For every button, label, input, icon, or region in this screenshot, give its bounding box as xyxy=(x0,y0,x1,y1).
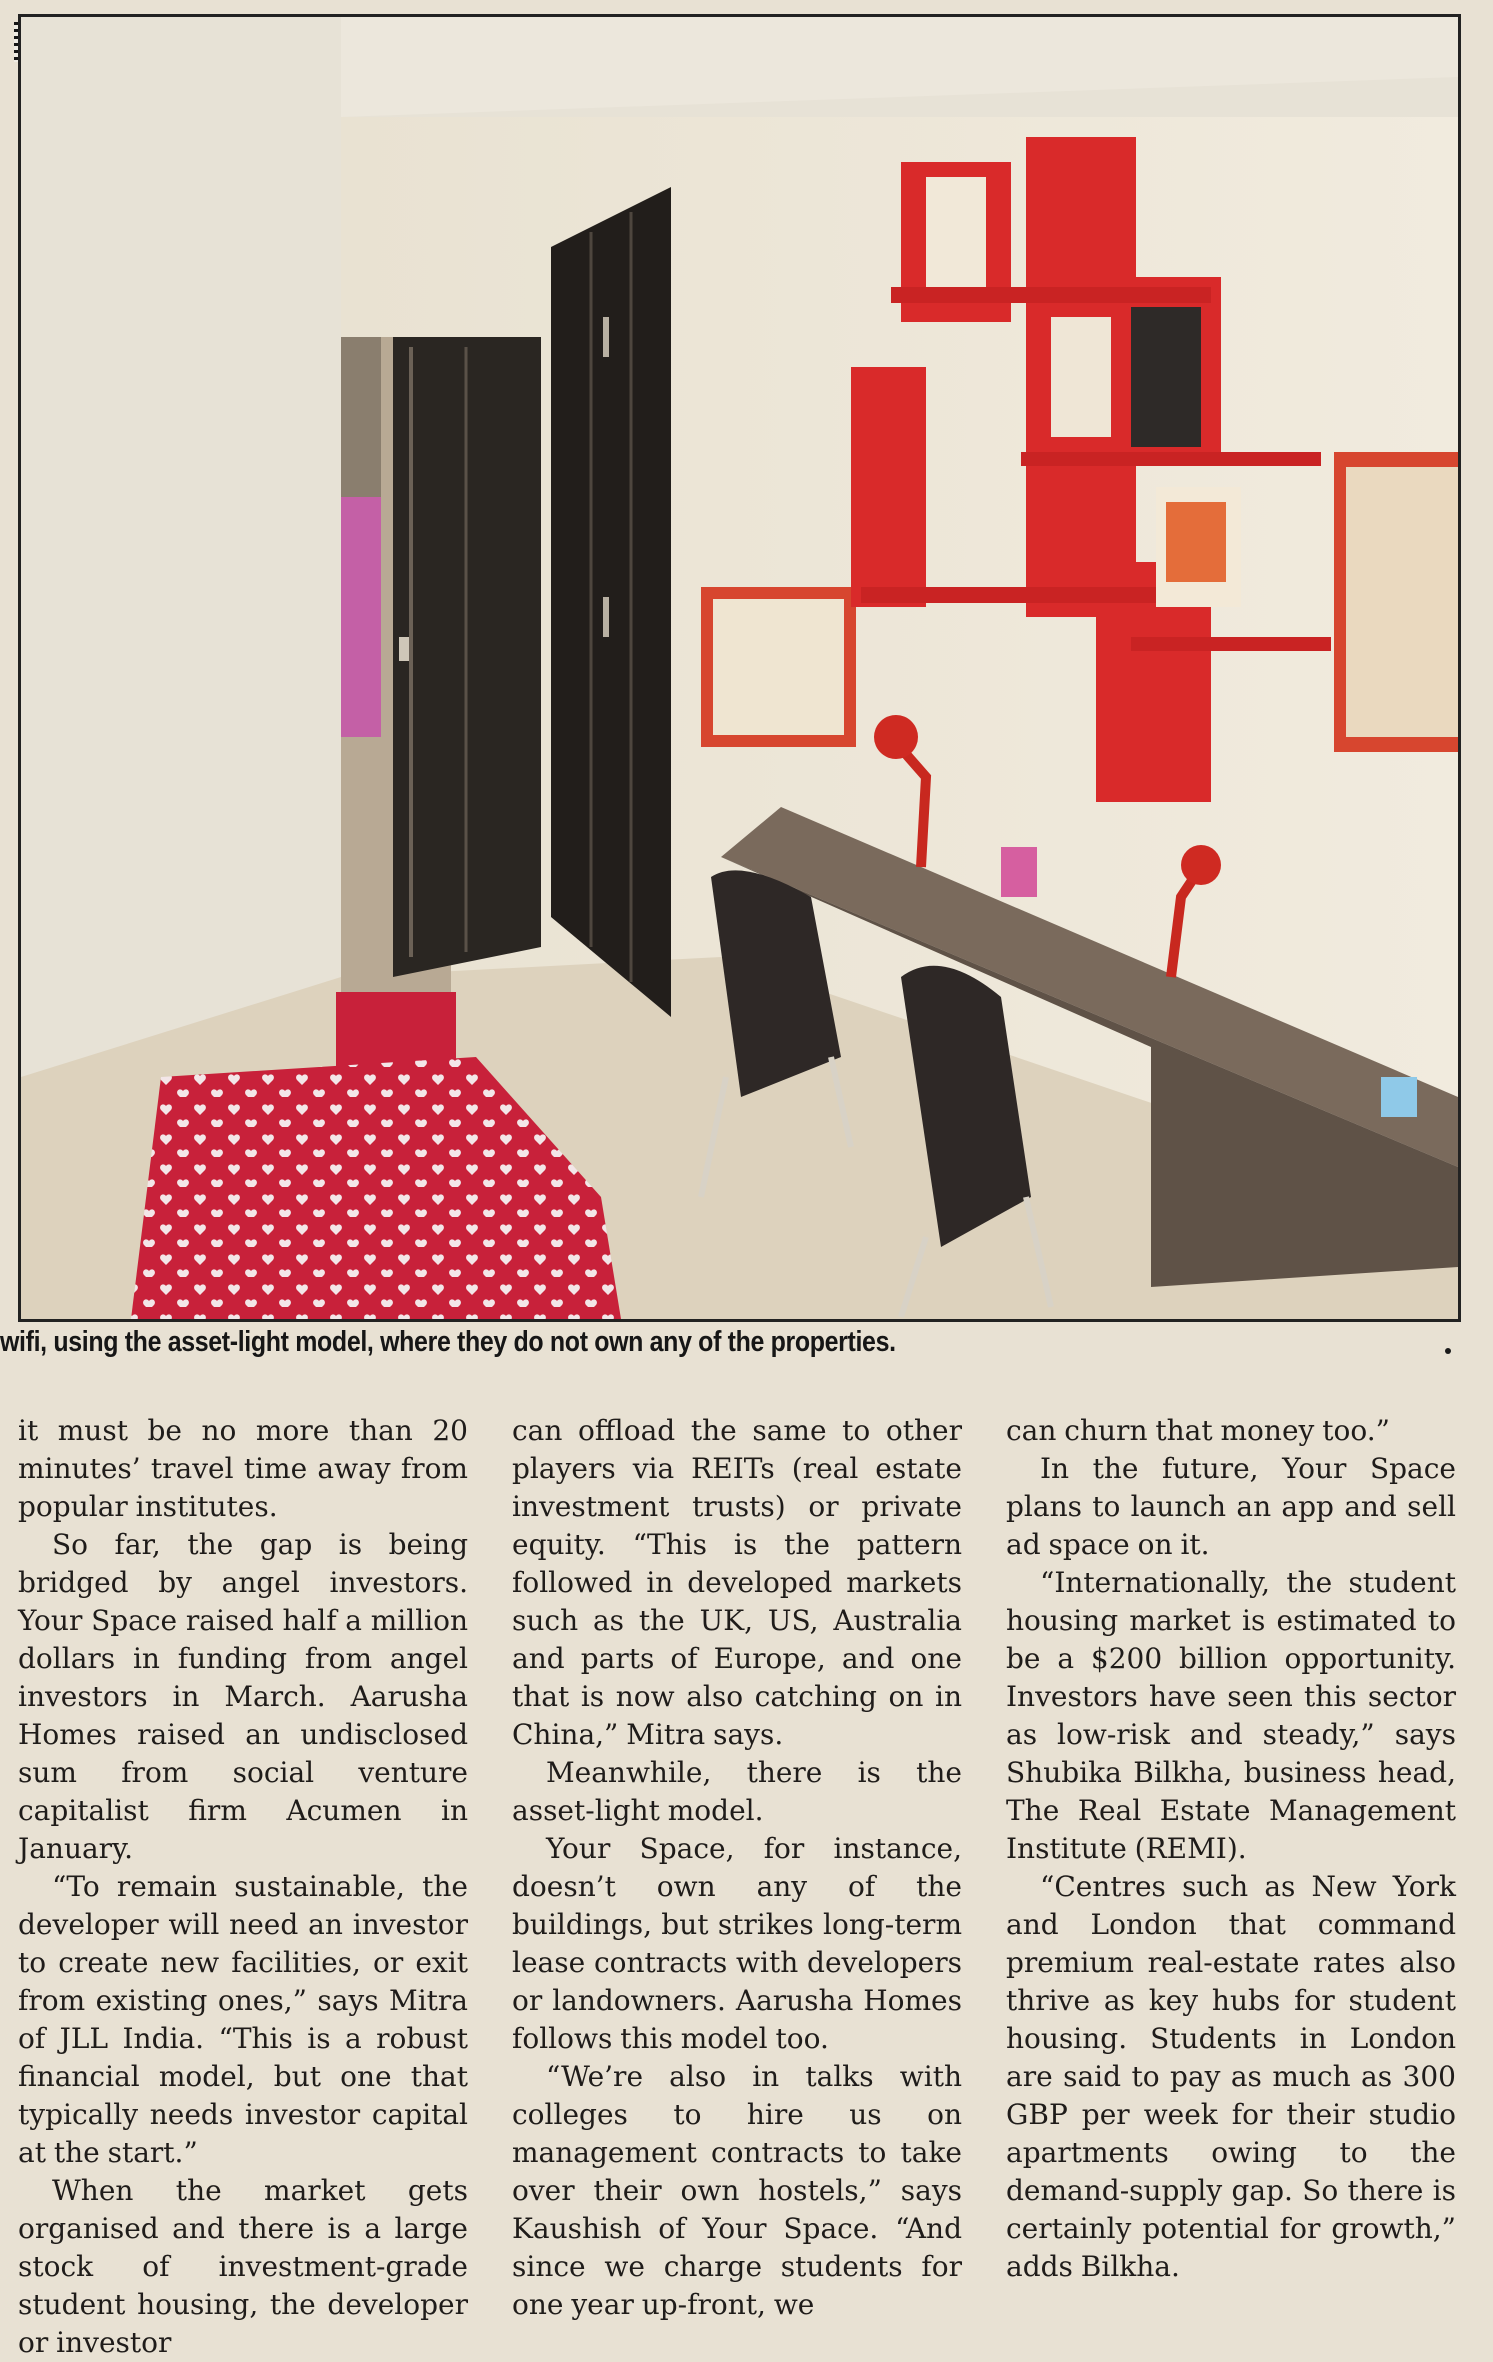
article-column-3 xyxy=(1006,1412,1456,2286)
paragraph: When the market gets organised and there is a large stock of investment-grade student housing, the developer or investor xyxy=(18,2174,468,2359)
article-column-1 xyxy=(18,1412,468,2362)
paragraph: can churn that money too.” xyxy=(1006,1414,1390,1447)
paragraph: “Centres such as New York and London that command premium real-estate rates also thrive as key hubs for student housing. Students in London are said to pay as much as 300 GBP per week for their studio apartments owing to the demand-supply gap. So there is certainly potential for growth,” adds Bilkha. xyxy=(1006,1870,1456,2283)
photo-caption: wifi, using the asset-light model, where they do not own any of the properties. xyxy=(0,1326,896,1358)
paragraph: it must be no more than 20 minutes’ travel time away from popular institutes. xyxy=(18,1414,468,1523)
paragraph: Your Space, for instance, doesn’t own any of the buildings, but strikes long-term lease contracts with developers or landowners. Aarusha Homes follows this model too. xyxy=(512,1832,962,2055)
paragraph: “We’re also in talks with colleges to hire us on management contracts to take over their own hostels,” says Kaushish of Your Space. “And since we charge students for one year up-front, we xyxy=(512,2060,962,2321)
room-photo xyxy=(18,14,1461,1322)
paragraph: So far, the gap is being bridged by angel investors. Your Space raised half a million dollars in funding from angel investors in March. Aarusha Homes raised an undisclosed sum from social venture capitalist firm Acumen in January. xyxy=(18,1528,468,1865)
paragraph: can offload the same to other players via REITs (real estate investment trusts) or private equity. “This is the pattern followed in developed markets such as the UK, US, Australia and parts of Europe, and one that is now also catching on in China,” Mitra says. xyxy=(512,1414,962,1751)
student-room-photo-icon xyxy=(21,17,1458,1319)
paragraph: In the future, Your Space plans to launch an app and sell ad space on it. xyxy=(1006,1452,1456,1561)
paragraph: “Internationally, the student housing market is estimated to be a $200 billion opportunity. Investors have seen this sector as low-risk and steady,” says Shubika Bilkha, business head, The Real Estate Management Institute (REMI). xyxy=(1006,1566,1456,1865)
paragraph: Meanwhile, there is the asset-light model. xyxy=(512,1756,962,1827)
paragraph: “To remain sustainable, the developer will need an investor to create new facilities, or exit from existing ones,” says Mitra of JLL India. “This is a robust financial model, but one that typically needs investor capital at the start.” xyxy=(18,1870,468,2169)
article-column-2 xyxy=(512,1412,962,2324)
caption-end-dot xyxy=(1445,1348,1451,1354)
